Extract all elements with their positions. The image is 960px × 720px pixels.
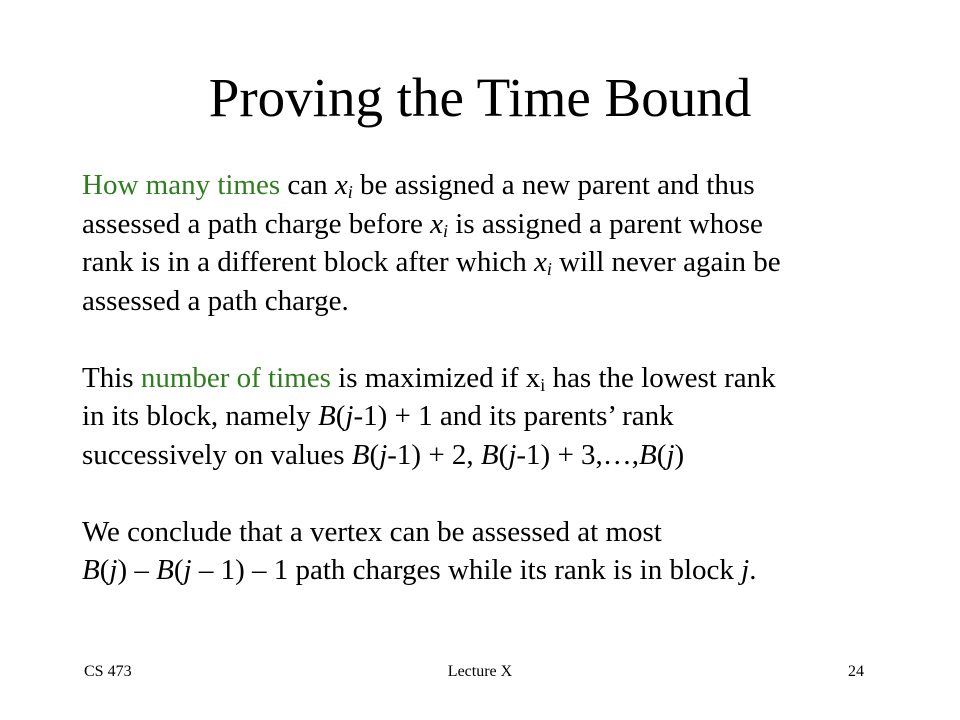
highlight-phrase: number of times [140, 361, 331, 394]
footer-lecture: Lecture X [447, 663, 513, 680]
text-line [82, 513, 882, 552]
variable-j: j [109, 554, 118, 586]
text-run: ) [674, 438, 685, 471]
slide-body [82, 166, 882, 628]
text-run: ( [335, 400, 346, 432]
variable-B: B [351, 438, 370, 471]
text-line [82, 359, 882, 398]
text-run: -1) + 1 and its parents’ rank [353, 400, 674, 432]
text-run: We conclude that a vertex can be assessed at most [82, 515, 662, 548]
variable-B: B [480, 438, 499, 471]
variable-j: j [741, 554, 750, 586]
subscript-i: i [443, 220, 449, 241]
variable-j: j [183, 554, 192, 586]
text-run: – 1) – 1 path charges while its rank is in block [191, 554, 742, 586]
text-run: This [82, 361, 141, 394]
text-run: ( [369, 438, 380, 471]
slide-title: Proving the Time Bound [208, 67, 752, 128]
text-run: -1) + 3,…, [516, 438, 640, 471]
text-line [82, 166, 882, 205]
text-run: ( [498, 438, 509, 471]
text-run: ) – [117, 554, 157, 586]
text-run: rank is in a different block after which [82, 246, 535, 278]
text-run: be assigned a new parent and thus [352, 169, 755, 201]
text-run: will never again be [551, 246, 781, 278]
paragraph-conclusion [82, 513, 882, 590]
text-run: assessed a path charge. [82, 284, 349, 317]
text-run: in its block, namely [82, 400, 318, 432]
paragraph-question [82, 166, 882, 320]
variable-j: j [379, 438, 388, 471]
text-run: ( [656, 438, 667, 471]
text-run: can [280, 169, 335, 201]
text-line [82, 436, 882, 475]
text-line [82, 243, 882, 282]
variable-x: x [430, 207, 443, 240]
subscript-i: i [347, 182, 353, 202]
text-run: has the lowest rank [545, 361, 776, 394]
variable-B: B [156, 554, 174, 586]
highlight-phrase: How many times [82, 169, 281, 201]
variable-j: j [345, 400, 354, 432]
variable-x: x [334, 169, 348, 201]
variable-B: B [82, 554, 100, 586]
paragraph-maximization [82, 359, 882, 475]
text-run: . [749, 554, 757, 586]
text-run: assessed a path charge before [82, 207, 431, 240]
text-line [82, 205, 882, 244]
footer-course: CS 473 [84, 663, 132, 680]
subscript-i: i [546, 259, 552, 279]
text-run: is assigned a parent whose [448, 207, 763, 240]
variable-B: B [318, 400, 336, 432]
text-run: ( [173, 554, 184, 586]
variable-x: x [534, 246, 547, 278]
variable-j: j [508, 438, 517, 471]
text-line [82, 397, 882, 436]
text-line [82, 551, 882, 590]
text-line [82, 282, 882, 321]
text-run: -1) + 2, [387, 438, 481, 471]
text-run: is maximized if x [330, 361, 541, 394]
slide-number: 24 [848, 663, 864, 680]
subscript-i: i [540, 374, 546, 395]
variable-j: j [666, 438, 675, 471]
text-run: ( [99, 554, 110, 586]
variable-B: B [639, 438, 657, 471]
text-run: successively on values [82, 438, 352, 471]
